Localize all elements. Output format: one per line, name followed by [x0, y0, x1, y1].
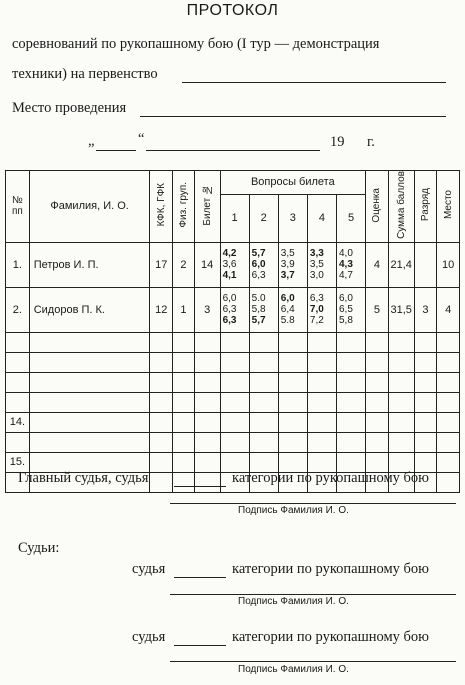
col-place: Место: [442, 190, 454, 220]
score: 4,3: [339, 259, 353, 271]
cell: [150, 352, 173, 372]
cell: [337, 352, 366, 372]
col-kfk-cell: [150, 171, 173, 243]
cell: [150, 452, 173, 472]
place-value: 4: [437, 287, 460, 332]
cell: [337, 392, 366, 412]
table-row: [6, 352, 460, 372]
col-group-cell: [173, 171, 195, 243]
cell: [173, 352, 195, 372]
table-row: [6, 287, 460, 332]
col-q2: 2: [249, 194, 278, 242]
group-value: 2: [173, 242, 195, 287]
score: 4,0: [339, 248, 353, 260]
score: 6,0: [251, 259, 266, 271]
q4-scores: [307, 287, 336, 332]
q1-scores: [220, 242, 249, 287]
cell: [388, 432, 414, 452]
ticket-value: 14: [194, 242, 220, 287]
cell: [437, 332, 460, 352]
kfk-value: 12: [150, 287, 173, 332]
score: 3,6: [222, 259, 237, 271]
cell: [194, 412, 220, 432]
cell: [249, 432, 278, 452]
cell: [220, 432, 249, 452]
competition-line-1: соревнований по рукопашному бою (I тур — демонстрация: [12, 36, 380, 52]
cell: [6, 392, 30, 412]
cell: [388, 372, 414, 392]
table-row: [6, 372, 460, 392]
place-value: 10: [437, 242, 460, 287]
q5-scores: [337, 242, 366, 287]
score: 6,4: [280, 304, 295, 316]
championship-blank: [182, 82, 446, 83]
cell: [220, 412, 249, 432]
cell: [173, 332, 195, 352]
page-title: ПРОТОКОЛ: [186, 2, 279, 19]
category-text: категории по рукопашному бою: [232, 561, 429, 577]
judge-category-blank: [174, 645, 226, 646]
cell: [366, 372, 389, 392]
cell: [6, 352, 30, 372]
signature-caption: Подпись Фамилия И. О.: [238, 596, 349, 607]
cell: [173, 372, 195, 392]
score: 6,3: [222, 304, 237, 316]
cell: [437, 412, 460, 432]
cell: [29, 432, 150, 452]
cell: [307, 372, 336, 392]
q1-scores: [220, 287, 249, 332]
athlete-name: Петров И. П.: [29, 242, 150, 287]
col-q4: 4: [307, 194, 336, 242]
col-grade: Оценка: [371, 187, 383, 223]
cell: [366, 412, 389, 432]
score: 3,7: [280, 270, 295, 282]
cell: [249, 352, 278, 372]
cell: [278, 432, 307, 452]
table-row: [6, 392, 460, 412]
score: 3,5: [309, 259, 324, 271]
judge-label: судья: [132, 629, 166, 645]
cell: [414, 412, 437, 432]
table-row: [6, 242, 460, 287]
cell: [29, 352, 150, 372]
category-text: категории по рукопашному бою: [232, 629, 429, 645]
score: 4,2: [222, 248, 237, 260]
score: 3,3: [309, 248, 324, 260]
athlete-name: Сидоров П. К.: [29, 287, 150, 332]
category-text: категории по рукопашному бою: [232, 470, 429, 486]
chief-signature-line: [170, 503, 456, 504]
cell: [307, 412, 336, 432]
cell: [194, 432, 220, 452]
q5-scores: [337, 287, 366, 332]
ticket-value: 3: [194, 287, 220, 332]
rank-value: 3: [414, 287, 437, 332]
cell: [249, 412, 278, 432]
col-sum: Сумма баллов: [395, 171, 407, 239]
cell: [249, 332, 278, 352]
cell: [6, 432, 30, 452]
cell: [414, 332, 437, 352]
score: 6,3: [222, 315, 237, 327]
col-ticket-cell: [194, 171, 220, 243]
cell: [388, 412, 414, 432]
cell: [366, 332, 389, 352]
cell: [6, 372, 30, 392]
cell: [307, 352, 336, 372]
score: 6,0: [339, 293, 353, 305]
score: 3,9: [280, 259, 295, 271]
cell: [29, 412, 150, 432]
cell: [249, 372, 278, 392]
col-q5: 5: [337, 194, 366, 242]
row-number: 2.: [6, 287, 30, 332]
cell: [278, 412, 307, 432]
cell: [249, 392, 278, 412]
cell: [173, 432, 195, 452]
col-q1: 1: [220, 194, 249, 242]
col-place-cell: [437, 171, 460, 243]
col-sum-cell: [388, 171, 414, 243]
cell: [366, 392, 389, 412]
score: 3,0: [309, 270, 324, 282]
score: 7,0: [309, 304, 324, 316]
score: 6,3: [251, 270, 266, 282]
cell: [194, 372, 220, 392]
table-row: [6, 332, 460, 352]
cell: [437, 472, 460, 492]
year-prefix: 19: [330, 134, 345, 150]
grade-value: 4: [366, 242, 389, 287]
score: 4,1: [222, 270, 237, 282]
score: 6,5: [339, 304, 353, 316]
q2-scores: [249, 242, 278, 287]
cell: [150, 392, 173, 412]
cell: [337, 372, 366, 392]
cell: [437, 452, 460, 472]
judge-signature-line: [170, 661, 456, 662]
date-quote-open: „: [88, 133, 95, 149]
judges-label: Судьи:: [18, 540, 60, 556]
row-number: 1.: [6, 242, 30, 287]
q3-scores: [278, 242, 307, 287]
signature-caption: Подпись Фамилия И. О.: [238, 664, 349, 675]
col-group: Физ. груп.: [177, 182, 189, 228]
cell: [29, 332, 150, 352]
cell: [220, 332, 249, 352]
kfk-value: 17: [150, 242, 173, 287]
cell: [414, 432, 437, 452]
cell: [173, 392, 195, 412]
score: 3,5: [280, 248, 295, 260]
group-value: 1: [173, 287, 195, 332]
score: 5,7: [251, 315, 266, 327]
cell: [337, 332, 366, 352]
col-name: Фамилия, И. О.: [29, 171, 150, 243]
sum-value: 31,5: [388, 287, 414, 332]
cell: [194, 332, 220, 352]
chief-judge-label: Главный судья, судья: [18, 470, 149, 486]
cell: [173, 452, 195, 472]
cell: [437, 432, 460, 452]
cell: [307, 332, 336, 352]
cell: [388, 392, 414, 412]
cell: [337, 432, 366, 452]
col-number: № пп: [6, 171, 30, 243]
cell: [278, 392, 307, 412]
cell: [366, 432, 389, 452]
q2-scores: [249, 287, 278, 332]
chief-category-blank: [174, 486, 226, 487]
col-rank: Разряд: [419, 188, 431, 222]
table-row: [6, 432, 460, 452]
cell: [194, 392, 220, 412]
cell: [150, 332, 173, 352]
score: 6,3: [309, 293, 324, 305]
score: 5,8: [251, 304, 266, 316]
score: 5,7: [251, 248, 266, 260]
cell: [388, 332, 414, 352]
col-kfk: КФК, ГФК: [155, 183, 167, 227]
score: 6,0: [280, 293, 295, 305]
cell: [194, 352, 220, 372]
col-q3: 3: [278, 194, 307, 242]
col-rank-cell: [414, 171, 437, 243]
cell: [366, 352, 389, 372]
cell: [437, 372, 460, 392]
cell: [194, 472, 220, 492]
cell: [388, 352, 414, 372]
cell: [194, 452, 220, 472]
venue-label: Место проведения: [12, 100, 127, 116]
sum-value: 21,4: [388, 242, 414, 287]
score: 5.8: [280, 315, 295, 327]
cell: [278, 372, 307, 392]
col-questions: Вопросы билета: [220, 171, 366, 195]
cell: [150, 432, 173, 452]
cell: [278, 332, 307, 352]
table-row: [6, 412, 460, 432]
cell: [6, 332, 30, 352]
cell: [437, 392, 460, 412]
cell: [307, 432, 336, 452]
cell: [220, 392, 249, 412]
results-table: [5, 170, 460, 493]
cell: [173, 472, 195, 492]
row-number: 15.: [6, 452, 30, 472]
cell: [150, 372, 173, 392]
judge-category-blank: [174, 577, 226, 578]
cell: [220, 372, 249, 392]
competition-line-2: техники) на первенство: [12, 66, 158, 82]
cell: [220, 352, 249, 372]
cell: [173, 412, 195, 432]
cell: [414, 392, 437, 412]
score: 7,2: [309, 315, 324, 327]
month-blank: [146, 150, 320, 151]
date-quote-close: “: [138, 131, 145, 147]
venue-blank: [140, 116, 446, 117]
judge-signature-line: [170, 594, 456, 595]
cell: [414, 372, 437, 392]
cell: [150, 472, 173, 492]
cell: [278, 352, 307, 372]
year-suffix: г.: [367, 134, 375, 150]
cell: [307, 392, 336, 412]
q4-scores: [307, 242, 336, 287]
judge-label: судья: [132, 561, 166, 577]
score: 4,7: [339, 270, 353, 282]
rank-value: [414, 242, 437, 287]
q3-scores: [278, 287, 307, 332]
score: 5.0: [251, 293, 266, 305]
cell: [29, 372, 150, 392]
cell: [150, 412, 173, 432]
signature-caption: Подпись Фамилия И. О.: [238, 505, 349, 516]
cell: [29, 392, 150, 412]
cell: [337, 412, 366, 432]
cell: [414, 352, 437, 372]
score: 5,8: [339, 315, 353, 327]
grade-value: 5: [366, 287, 389, 332]
day-blank: [96, 150, 136, 151]
score: 6,0: [222, 293, 237, 305]
cell: [437, 352, 460, 372]
col-grade-cell: [366, 171, 389, 243]
col-ticket: Билет №: [201, 184, 213, 226]
row-number: 14.: [6, 412, 30, 432]
